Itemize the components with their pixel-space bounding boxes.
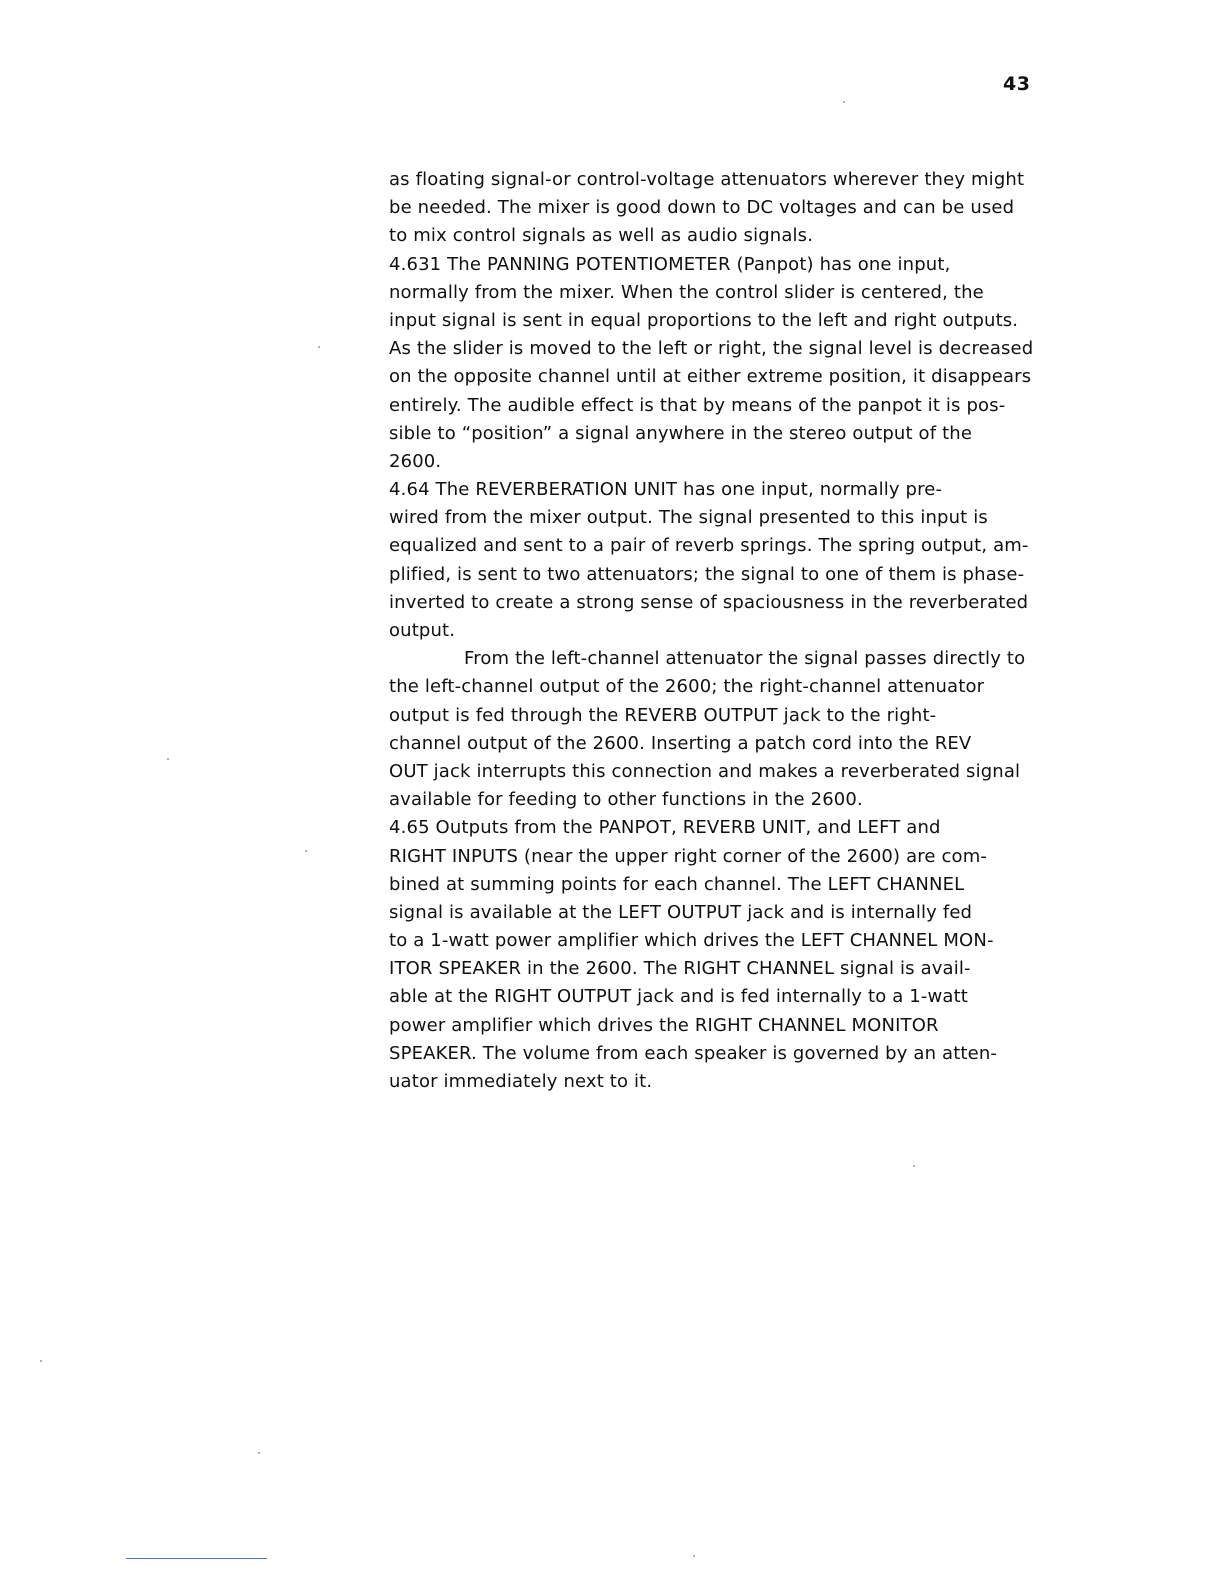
text-line: to a 1-watt power amplifier which drives the LEFT CHANNEL MON- <box>389 930 994 952</box>
page-number: 43 <box>1003 73 1031 95</box>
scan-speck <box>258 1452 260 1454</box>
text-line: OUT jack interrupts this connection and makes a reverberated signal <box>389 760 1021 782</box>
text-line: output is fed through the REVERB OUTPUT jack to the right- <box>389 704 937 726</box>
text-line: to mix control signals as well as audio signals. <box>389 225 814 247</box>
text-line: 2600. <box>389 450 442 472</box>
scan-speck <box>843 101 845 103</box>
body-text <box>389 166 1089 1096</box>
text-line: uator immediately next to it. <box>389 1071 653 1092</box>
text-line: input signal is sent in equal proportions to the left and right outputs. <box>389 309 1019 331</box>
text-line: be needed. The mixer is good down to DC voltages and can be used <box>389 197 1015 219</box>
text-line: on the opposite channel until at either extreme position, it disappears <box>389 366 1032 388</box>
text-line: available for feeding to other functions in the 2600. <box>389 789 863 811</box>
section-4-65-heading-line: 4.65 Outputs from the PANPOT, REVERB UNIT, and LEFT and <box>389 817 941 839</box>
scan-speck <box>913 1165 915 1167</box>
text-line: plified, is sent to two attenuators; the signal to one of them is phase- <box>389 563 1025 585</box>
section-4-64-heading-line: 4.64 The REVERBERATION UNIT has one input, normally pre- <box>389 479 943 501</box>
scan-speck <box>318 346 320 348</box>
text-line: bined at summing points for each channel. The LEFT CHANNEL <box>389 873 965 895</box>
scan-speck <box>693 1555 695 1557</box>
scan-speck <box>305 850 307 852</box>
text-line: power amplifier which drives the RIGHT CHANNEL MONITOR <box>389 1014 939 1036</box>
scan-speck <box>40 1360 42 1362</box>
text-line: normally from the mixer. When the control slider is centered, the <box>389 281 984 303</box>
indented-paragraph-line: From the left-channel attenuator the signal passes directly to <box>464 648 1026 670</box>
text-line: channel output of the 2600. Inserting a patch cord into the REV <box>389 732 972 754</box>
text-line: As the slider is moved to the left or right, the signal level is decreased <box>389 338 1034 360</box>
text-line: able at the RIGHT OUTPUT jack and is fed internally to a 1-watt <box>389 986 968 1008</box>
text-line: entirely. The audible effect is that by means of the panpot it is pos- <box>389 394 1006 416</box>
section-4-631-heading-line: 4.631 The PANNING POTENTIOMETER (Panpot) has one input, <box>389 253 951 275</box>
scan-speck <box>167 758 169 760</box>
text-line: sible to “position” a signal anywhere in the stereo output of the <box>389 422 973 444</box>
text-line: inverted to create a strong sense of spaciousness in the reverberated <box>389 591 1029 613</box>
text-line: the left-channel output of the 2600; the right-channel attenuator <box>389 676 985 698</box>
footer-rule <box>126 1558 267 1559</box>
text-line: wired from the mixer output. The signal presented to this input is <box>389 507 988 529</box>
text-line: equalized and sent to a pair of reverb springs. The spring output, am- <box>389 535 1029 557</box>
text-line: ITOR SPEAKER in the 2600. The RIGHT CHANNEL signal is avail- <box>389 958 971 980</box>
text-line: RIGHT INPUTS (near the upper right corner of the 2600) are com- <box>389 845 988 867</box>
text-line: as floating signal-or control-voltage attenuators wherever they might <box>389 169 1025 190</box>
text-line: output. <box>389 620 456 641</box>
text-line: SPEAKER. The volume from each speaker is governed by an atten- <box>389 1042 998 1064</box>
text-line: signal is available at the LEFT OUTPUT jack and is internally fed <box>389 901 973 923</box>
